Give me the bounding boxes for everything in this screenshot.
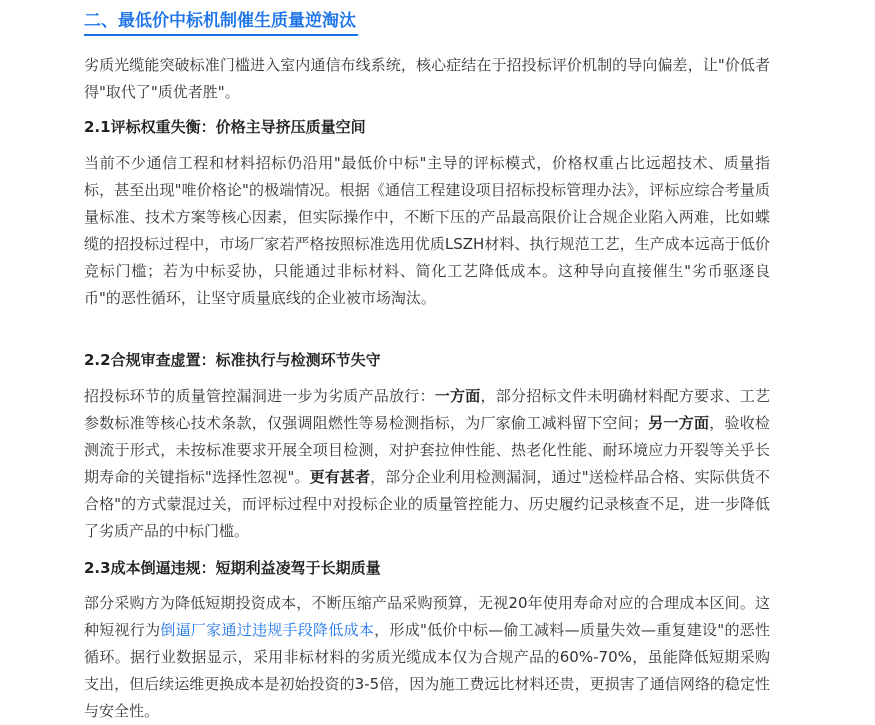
- text-run: ，部分招标文件未明确材料配方要求、工艺参数标准等核心技术条款，仅强调阻燃性等易检测指标，为厂家偷工减料留下空间；: [84, 387, 770, 432]
- text-run: 招投标环节的质量管控漏洞进一步为劣质产品放行：: [84, 387, 435, 405]
- emphasis-other-side: 另一方面: [647, 414, 710, 432]
- text-run: ，验收检测流于形式，未按标准要求开展全项目检测，对护套拉伸性能、热老化性能、耐环境应力开裂等关乎长期寿命的关键指标"选择性忽视"。: [84, 414, 770, 486]
- intro-paragraph: 劣质光缆能突破标准门槛进入室内通信布线系统，核心症结在于招投标评价机制的导向偏差，让"价低者得"取代了"质优者胜"。: [84, 56, 770, 101]
- subsection-title-2-3: 2.3成本倒逼违规：短期利益凌驾于长期质量: [84, 559, 381, 577]
- subsection-2-2-body: [84, 383, 770, 545]
- emphasis-moreover: 更有甚者: [309, 468, 371, 486]
- subsection-title-2-1: 2.1评标权重失衡：价格主导挤压质量空间: [84, 118, 366, 136]
- text-run: ，部分企业利用检测漏洞，通过"送检样品合格、实际供货不合格"的方式蒙混过关，而评标过程中对投标企业的质量管控能力、历史履约记录核查不足，进一步降低了劣质产品的中标门槛。: [84, 468, 770, 540]
- section-title: 二、最低价中标机制催生质量逆淘汰: [84, 8, 358, 36]
- emphasis-one-side: 一方面: [434, 387, 481, 405]
- text-run: 部分采购方为降低短期投资成本，不断压缩产品采购预算，无视20年使用寿命对应的合理成本区间。这种短视行为: [84, 594, 770, 639]
- text-run: ，形成"低价中标—偷工减料—质量失效—重复建设"的恶性循环。据行业数据显示，采用非标材料的劣质光缆成本仅为合规产品的60%-70%，虽能降低短期采购支出，但后续运维更换成本是初始投资的3-5倍，因为施工费远比材料还贵，更损害了通信网络的稳定性与安全性。: [84, 621, 770, 720]
- subsection-2-3-body: [84, 590, 770, 725]
- highlight-link[interactable]: 倒逼厂家通过违规手段降低成本: [160, 621, 375, 639]
- subsection-2-1-body: 当前不少通信工程和材料招标仍沿用"最低价中标"主导的评标模式，价格权重占比远超技术、质量指标，甚至出现"唯价格论"的极端情况。根据《通信工程建设项目招标投标管理办法》，评标应综合考量质量标准、技术方案等核心因素，但实际操作中，不断下压的产品最高限价让合规企业陷入两难，比如蝶缆的招投标过程中，市场厂家若严格按照标准选用优质LSZH材料、执行规范工艺，生产成本远高于低价竞标门槛；若为中标妥协，只能通过非标材料、简化工艺降低成本。这种导向直接催生"劣币驱逐良币"的恶性循环，让坚守质量底线的企业被市场淘汰。: [84, 154, 770, 307]
- subsection-title-2-2: 2.2合规审查虚置：标准执行与检测环节失守: [84, 351, 381, 369]
